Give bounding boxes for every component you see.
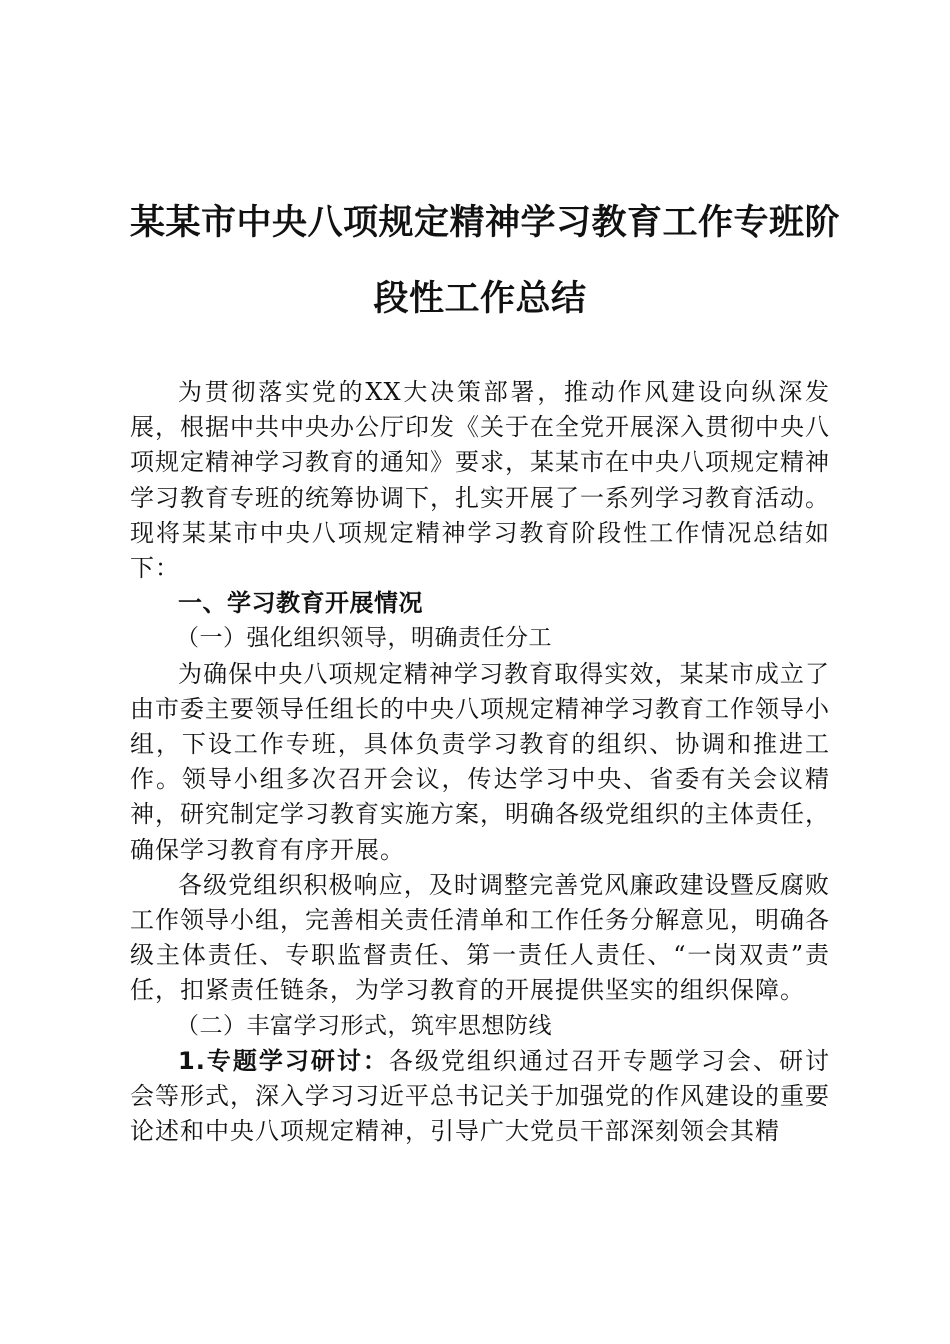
document-page	[130, 0, 841, 1149]
subsection-1-paragraph-2: 各级党组织积极响应，及时调整完善党风廉政建设暨反腐败工作领导小组，完善相关责任清单和工作任务分解意见，明确各级主体责任、专职监督责任、第一责任人责任、“一岗双责”责任，扣紧责任链条，为学习教育的开展提供坚实的组织保障。	[130, 870, 830, 1005]
section-heading-1: 一、学习教育开展情况	[178, 589, 423, 618]
document-title	[130, 185, 841, 337]
intro-paragraph: 为贯彻落实党的XX大决策部署，推动作风建设向纵深发展，根据中共中央办公厅印发《关于在全党开展深入贯彻中央八项规定精神学习教育的通知》要求，某某市在中央八项规定精神学习教育专班的统筹协调下，扎实开展了一系列学习教育活动。现将某某市中央八项规定精神学习教育阶段性工作情况总结如下：	[130, 378, 830, 583]
subsection-1-paragraph-1: 为确保中央八项规定精神学习教育取得实效，某某市成立了由市委主要领导任组长的中央八项规定精神学习教育工作领导小组，下设工作专班，具体负责学习教育的组织、协调和推进工作。领导小组多次召开会议，传达学习中央、省委有关会议精神，研究制定学习教育实施方案，明确各级党组织的主体责任，确保学习教育有序开展。	[130, 659, 830, 864]
item-1-text: 各级党组织通过召开专题学习会、研讨会等形式，深入学习习近平总书记关于加强党的作风建设的重要论述和中央八项规定精神，引导广大党员干部深刻领会其精	[130, 1046, 830, 1146]
document-title-line-1: 某某市中央八项规定精神学习教育工作专班阶	[130, 203, 841, 243]
document-title-line-2: 段性工作总结	[373, 279, 587, 319]
item-1-lead: 1.专题学习研讨：	[178, 1046, 389, 1075]
subsection-heading-1: （一）强化组织领导，明确责任分工	[176, 625, 552, 652]
subsection-heading-2: （二）丰富学习形式，筑牢思想防线	[176, 1012, 552, 1039]
item-1-paragraph	[130, 1044, 830, 1150]
document-body	[130, 375, 830, 1149]
